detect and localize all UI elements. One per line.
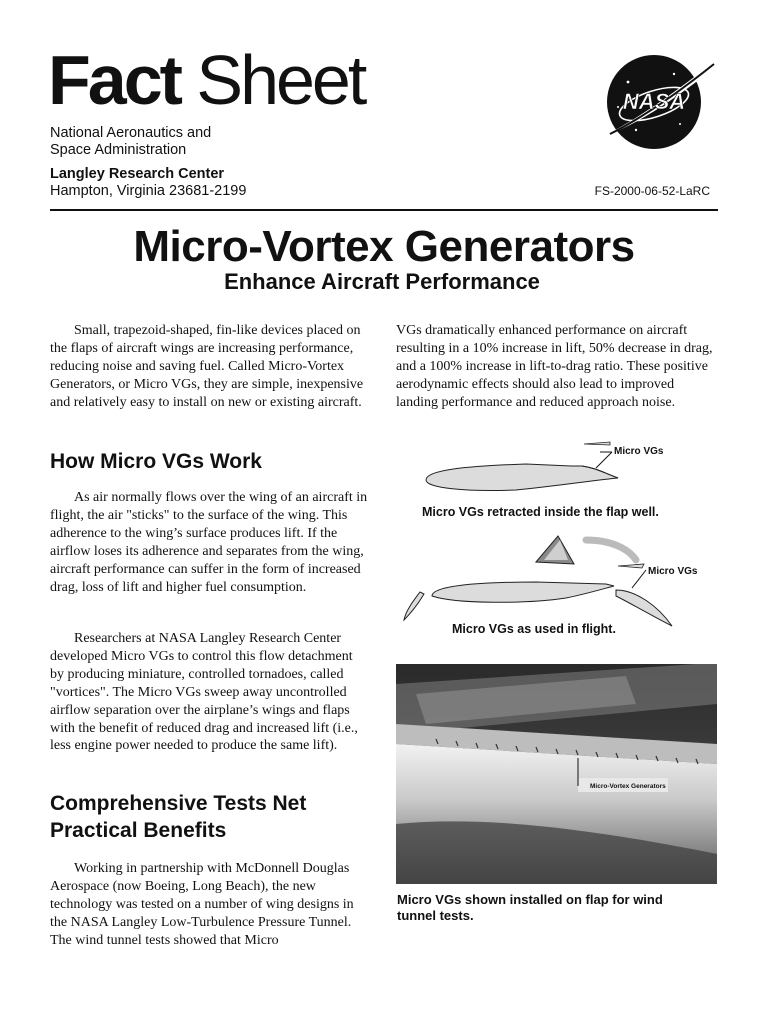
tests-heading-line-2: Practical Benefits (50, 819, 227, 842)
center-name: Langley Research Center (50, 166, 225, 182)
in-flight-vg-label: Micro VGs (648, 566, 698, 577)
how-it-works-text-2: Researchers at NASA Langley Research Center developed Micro VGs to control this flow detachment by producing miniature, controlled tornadoes, called "vortices". The Micro VGs sweep away uncontrolled airflow separation over the airplane’s wings and flaps with the benefit of reduced drag and increased lift (i.e., less engine power needed to produce the same lift). (50, 631, 358, 754)
nasa-logo (596, 52, 720, 152)
retracted-caption: Micro VGs retracted inside the flap well. (422, 505, 659, 519)
title-light-part: Sheet (179, 41, 365, 119)
retracted-wing-diagram (396, 436, 718, 498)
agency-line-2: Space Administration (50, 142, 187, 158)
agency-name (50, 125, 350, 159)
agency-line-1: National Aeronautics and (50, 125, 212, 141)
nasa-logo-text: NASA (622, 89, 686, 114)
how-it-works-paragraph-1 (50, 489, 368, 596)
section-heading-tests (50, 790, 368, 844)
page-title: Micro-Vortex Generators (133, 222, 635, 271)
research-center (50, 166, 350, 200)
section-heading-how-it-works: How Micro VGs Work (50, 450, 262, 473)
page-subtitle: Enhance Aircraft Performance (224, 269, 540, 294)
title-bold-part: Fact (48, 41, 180, 119)
intro-paragraph (50, 322, 368, 412)
fact-sheet-title (48, 40, 364, 120)
results-text: VGs dramatically enhanced performance on aircraft resulting in a 10% increase in lift, 50% decrease in drag, and a 100% increase in lift-to-drag ratio. These positive aerodynamic effects should also lead to improved landing performance and reduced approach noise. (396, 323, 713, 410)
intro-text: Small, trapezoid-shaped, fin-like devices placed on the flaps of aircraft wings are increasing performance, reducing noise and saving fuel. Called Micro-Vortex Generators, or Micro VGs, they are simple, inexpensive and relatively easy to install on new or existing aircraft. (50, 323, 364, 410)
wind-tunnel-photo-art (396, 664, 717, 884)
center-address: Hampton, Virginia 23681-2199 (50, 183, 247, 199)
results-paragraph (396, 322, 718, 412)
retracted-vg-label: Micro VGs (614, 446, 664, 457)
how-it-works-paragraph-2 (50, 630, 368, 755)
tests-text: Working in partnership with McDonnell Douglas Aerospace (now Boeing, Long Beach), the new technology was tested on a number of wing designs in the NASA Langley Low-Turbulence Pressure Tunnel. The wind tunnel tests showed that Micro (50, 861, 354, 948)
document-number: FS-2000-06-52-LaRC (594, 184, 710, 198)
in-flight-wing-diagram (396, 530, 718, 630)
in-flight-caption: Micro VGs as used in flight. (452, 622, 616, 636)
photo-vg-label: Micro-Vortex Generators (590, 783, 666, 790)
wind-tunnel-photo (396, 664, 717, 884)
tests-heading-line-1: Comprehensive Tests Net (50, 792, 307, 815)
how-it-works-text-1: As air normally flows over the wing of an aircraft in flight, the air "sticks" to the surface of the wing. This adherence to the wing’s surface produces lift. If the airflow loses its adherence and separates from the wing, aircraft performance can suffer in the form of increased drag, loss of lift and higher fuel consumption. (50, 490, 368, 595)
header-divider (50, 209, 718, 211)
tests-paragraph (50, 860, 368, 950)
photo-caption: Micro VGs shown installed on flap for wind tunnel tests. (397, 892, 663, 923)
